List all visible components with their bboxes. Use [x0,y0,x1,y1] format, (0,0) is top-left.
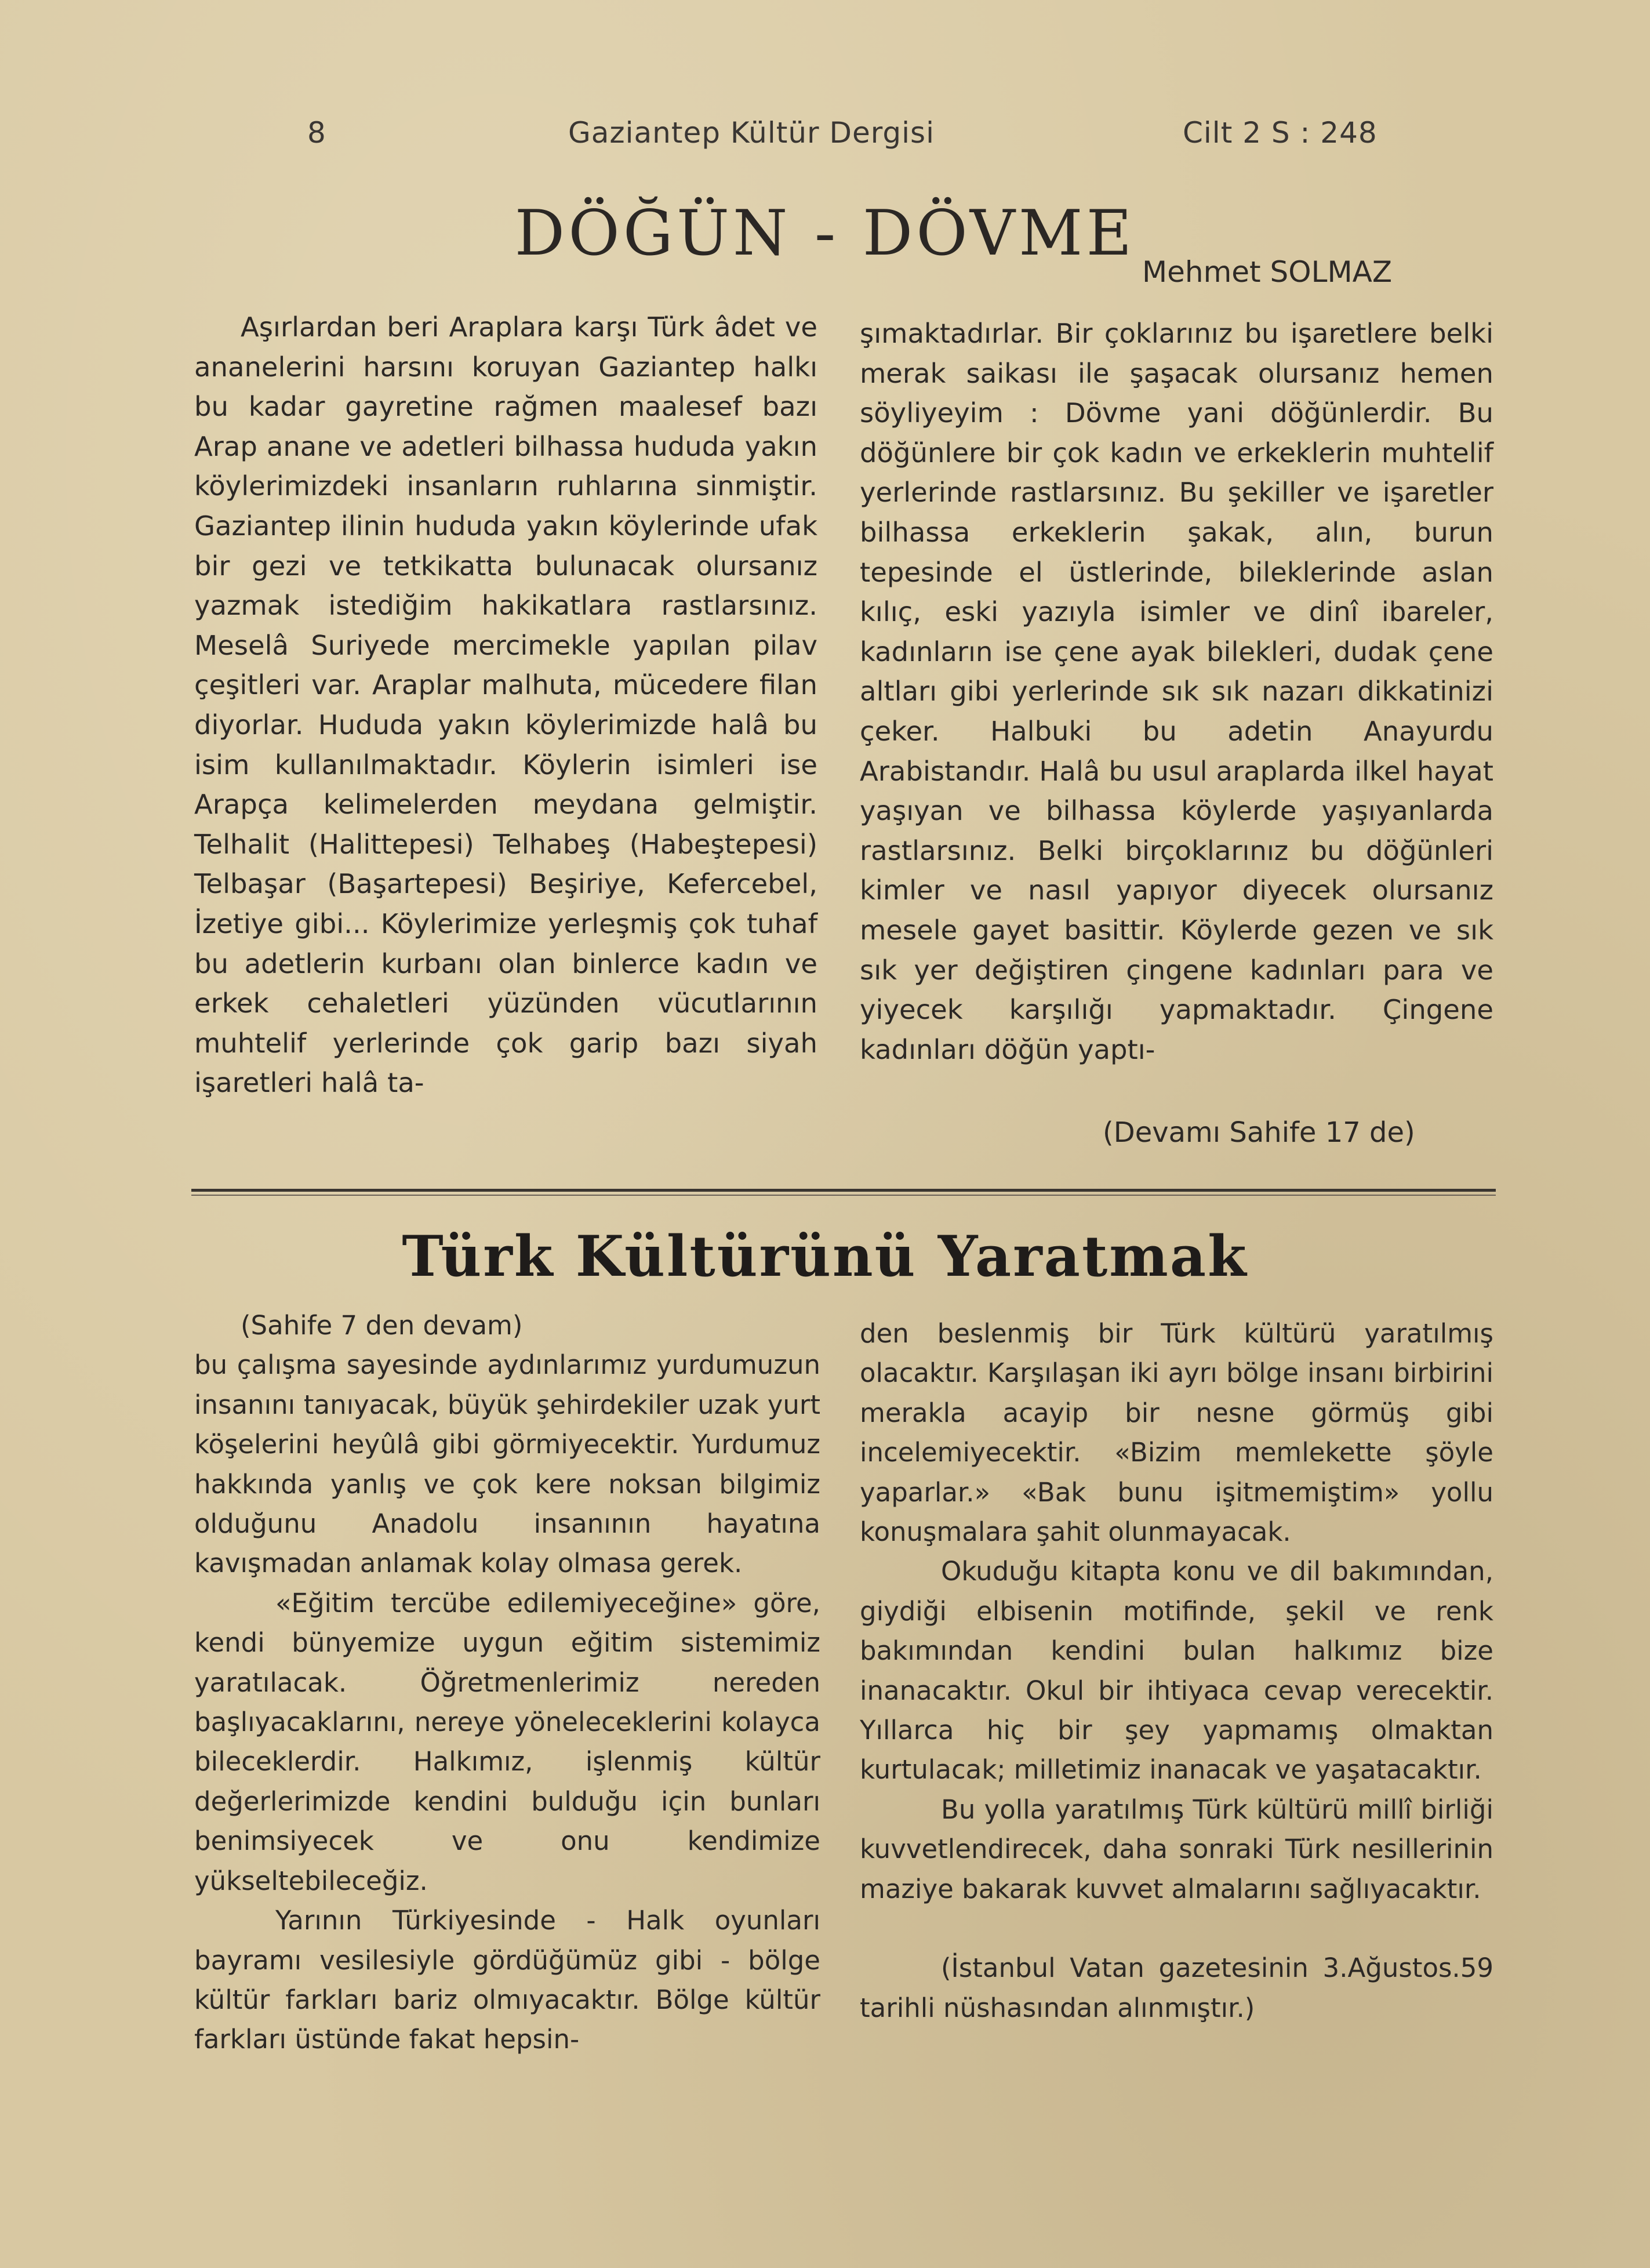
section-divider-thin [191,1195,1496,1196]
second-article-title: Türk Kültürünü Yaratmak [402,1224,1248,1289]
article-column-right [860,314,1493,1069]
section-divider [191,1189,1496,1192]
article-column-left [194,307,817,1103]
paragraph: bu çalışma sayesinde aydınlarımız yurdumuzun insanını tanıyacak, büyük şehirdekiler uzak yurt köşelerini heyûlâ gibi görmiyecektir. Yurdumuz hakkında yanlış ve çok kere noksan bilgimiz olduğunu Anadolu insanının hayatına kavışmadan anlamak kolay olmasa gerek. [194,1349,820,1579]
paragraph: «Eğitim tercübe edilemiyeceğine» göre, kendi bünyemize uygun eğitim sistemimiz yaratılacak. Öğretmenlerimiz nereden başlıyacaklarını, nereye yöneleceklerini kolayca bileceklerdir. Halkımız, işlenmiş kültür değerlerimizde kendini bulduğu için bunları benimsiyecek ve onu kendimize yükseltebileceğiz. [194,1587,820,1896]
paragraph: şımaktadırlar. Bir çoklarınız bu işaretlere belki merak saikası ile şaşacak olursanız hemen söyliyeyim : Dövme yani döğünlerdir. Bu döğünlere bir çok kadın ve erkeklerin muhtelif yerlerinde rastlarsınız. Bu şekiller ve işaretler bilhassa erkeklerin şakak, alın, burun tepesinde el üstlerinde, bileklerinde aslan kılıç, eski yazıyla isimler ve dinî ibareler, kadınların ise çene ayak bilekleri, dudak çene altları gibi yerlerinde sık sık nazarı dikkatinizi çeker. Halbuki bu adetin Anayurdu Arabistandır. Halâ bu usul araplarda ilkel hayat yaşıyan ve bilhassa köylerde yaşıyanlarda rastlarsınız. Belki birçoklarınız bu döğünleri kimler ve nasıl yapıyor diyecek olursanız mesele gayet basittir. Köylerde gezen ve sık sık yer değiştiren çingene kadınları para ve yiyecek karşılığı yapmaktadır. Çingene kadınları döğün yaptı- [860,318,1493,1065]
page-header [307,116,1449,162]
volume-issue: Cilt 2 S : 248 [1183,116,1378,150]
article-title: DÖĞÜN - DÖVME [514,197,1136,270]
source-citation: (İstanbul Vatan gazetesinin 3.Ağustos.59 tarihli nüshasından alınmıştır.) [860,1953,1493,2023]
paragraph: Aşırlardan beri Araplara karşı Türk âdet ve ananelerini harsını koruyan Gaziantep halkı bu kadar gayretine rağmen maalesef bazı Arap anane ve adetleri bilhassa hududa yakın köylerimizdeki insanların ruhlarına sinmiştir. Gaziantep ilinin hududa yakın köylerinde ufak bir gezi ve tetkikatta bulunacak olursanız yazmak istediğim hakikatlara rastlarsınız. Meselâ Suriyede mercimekle yapılan pilav çeşitleri var. Araplar malhuta, mücedere filan diyorlar. Hududa yakın köylerimizde halâ bu isim kullanılmaktadır. Köylerin isimleri ise Arapça kelimelerden meydana gelmiştir. Telhalit (Halittepesi) Telhabeş (Habeştepesi) Telbaşar (Başartepesi) Beşiriye, Kefercebel, İzetiye gibi... Köylerimize yerleşmiş çok tuhaf bu adetlerin kurbanı olan binlerce kadın ve erkek cehaletleri yüzünden vücutlarının muhtelif yerlerinde çok garip bazı siyah işaretleri halâ ta- [194,311,817,1099]
page-number: 8 [307,116,326,150]
continuation-note: (Sahife 7 den devam) [241,1310,523,1341]
article-author: Mehmet SOLMAZ [1142,255,1393,289]
second-article-column-right [860,1314,1493,2028]
paragraph: den beslenmiş bir Türk kültürü yaratılmış olacaktır. Karşılaşan iki ayrı bölge insanı birbirini merakla acayip bir nesne görmüş gibi incelemiyecektir. «Bizim memlekette şöyle yaparlar.» «Bak bunu işitmemiştim» yollu konuşmalara şahit olunmayacak. [860,1318,1493,1548]
paragraph: Okuduğu kitapta konu ve dil bakımından, giydiği elbisenin motifinde, şekil ve renk bakımından kendini bulan halkımız bize inanacaktır. Okul bir ihtiyaca cevap verecektir. Yıllarca hiç bir şey yapmamış olmaktan kurtulacak; milletimiz inanacak ve yaşatacaktır. [860,1556,1493,1786]
continued-note: (Devamı Sahife 17 de) [1103,1116,1415,1149]
magazine-name: Gaziantep Kültür Dergisi [568,116,935,150]
paragraph: Yarının Türkiyesinde - Halk oyunları bayramı vesilesiyle gördüğümüz gibi - bölge kültür farkları bariz olmıyacaktır. Bölge kültür farkları üstünde fakat hepsin- [194,1905,820,2055]
second-article-column-left [194,1306,820,2060]
paragraph: Bu yolla yaratılmış Türk kültürü millî birliği kuvvetlendirecek, daha sonraki Türk nesillerinin maziye bakarak kuvvet almalarını sağlıyacaktır. [860,1794,1493,1904]
